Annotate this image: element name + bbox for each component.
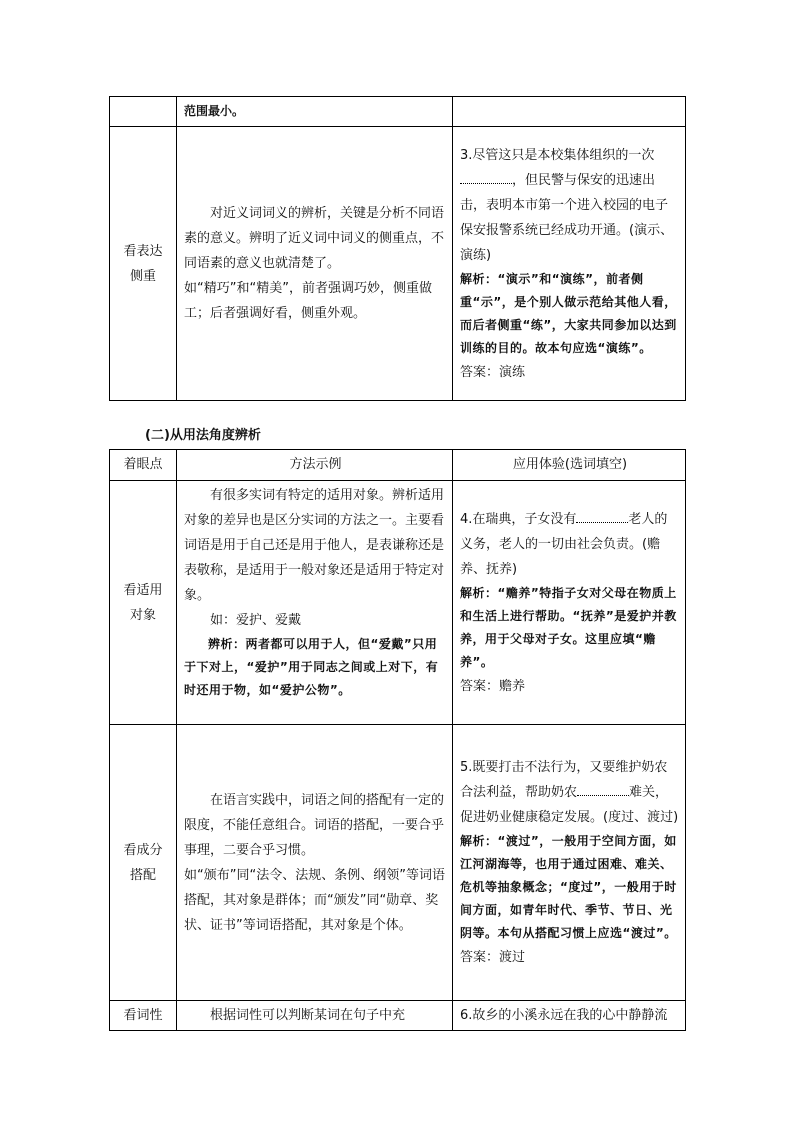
empty-cell [453, 97, 686, 127]
exercise-cell [453, 725, 686, 1001]
table-row [110, 1001, 686, 1031]
row-label: 看适用对象 [123, 582, 163, 623]
header-cell: 着眼点 [110, 450, 177, 481]
fill-blank [460, 171, 512, 184]
fill-blank [577, 783, 629, 796]
empty-cell [110, 97, 177, 127]
analysis-text: 解析：“渡过”，一般用于空间方面，如江河湖海等，也用于通过困难、难关、危机等抽象概念；“度过”，一般用于时间方面，如青年时代、季节、节日、光阴等。本句从搭配习惯上应选“渡过”。 [460, 834, 677, 940]
table-row [110, 481, 686, 725]
table-row [110, 97, 686, 127]
fill-blank [576, 510, 628, 523]
row-label: 看成分搭配 [123, 842, 163, 883]
method-text: 在语言实践中，词语之间的搭配有一定的限度，不能任意组合。词语的搭配，一要合乎事理，二要合乎习惯。 [184, 792, 445, 858]
analysis-text: 解析：“赡养”特指子女对父母在物质上和生活上进行帮助。“抚养”是爱护并教养，用于父母对子女。这里应填“赡养”。 [460, 585, 677, 669]
question-text-cont: ，但民警与保安的迅速出击，表明本市第一个进入校园的电子保安报警系统已经成功开通。(演示、演练) [460, 172, 674, 263]
row-label: 看词性 [123, 1008, 163, 1023]
method-text: 根据词性可以判断某词在句子中充 [210, 1008, 406, 1023]
method-example: 如：爱护、爱戴 [210, 613, 302, 628]
table-row [110, 127, 686, 401]
analysis-text: 解析：“演示”和“演练”，前者侧重“示”，是个别人做示范给其他人看，而后者侧重“练”，大家共同参加以达到训练的目的。故本句应选“演练”。 [460, 271, 677, 355]
table-cell [177, 97, 453, 127]
cell-text: 范围最小。 [184, 104, 245, 118]
row-label-cell [110, 1001, 177, 1031]
method-text: 有很多实词有特定的适用对象。辨析适用对象的差异也是区分实词的方法之一。主要看词语是用于自己还是用于他人，是表谦称还是表敬称，是适用于一般对象还是适用于特定对象。 [184, 488, 445, 603]
row-label: 看表达侧重 [123, 243, 163, 284]
exercise-cell [453, 127, 686, 401]
table-header-row [110, 450, 686, 481]
method-analysis: 辨析：两者都可以用于人，但“爱戴”只用于下对上，“爱护”用于同志之间或上对下，有时还用于物，如“爱护公物”。 [184, 637, 439, 697]
header-cell: 方法示例 [177, 450, 453, 481]
method-cell [177, 481, 453, 725]
row-label-cell [110, 725, 177, 1001]
answer-text: 答案：赡养 [460, 678, 526, 694]
method-example: 如“精巧”和“精美”，前者强调巧妙，侧重做工；后者强调好看，侧重外观。 [184, 281, 432, 321]
table-row [110, 725, 686, 1001]
question-text: 4.在瑞典，子女没有 [460, 511, 577, 527]
header-cell: 应用体验(选词填空) [453, 450, 686, 481]
table-word-meaning [109, 96, 686, 401]
answer-text: 答案：渡过 [460, 950, 526, 965]
method-example: 如“颁布”同“法令、法规、条例、纲领”等词语搭配，其对象是群体；而“颁发”同“勋章、奖状、证书”等词语搭配，其对象是个体。 [184, 867, 445, 933]
method-cell [177, 127, 453, 401]
question-text: 3.尽管这只是本校集体组织的一次 [460, 147, 655, 163]
method-cell [177, 1001, 453, 1031]
question-text: 5.既要打击不法行为，又要维护奶农合法利益，帮助奶农 [460, 760, 668, 800]
answer-text: 答案：演练 [460, 364, 526, 380]
row-label-cell [110, 481, 177, 725]
exercise-cell [453, 481, 686, 725]
question-text-cont: 老人的义务，老人的一切由社会负责。(赡养、抚养) [460, 511, 668, 577]
section-title: (二)从用法角度辨析 [145, 428, 261, 443]
exercise-cell [453, 1001, 686, 1031]
table-word-usage [109, 449, 686, 1031]
row-label-cell [110, 127, 177, 401]
question-text: 6.故乡的小溪永远在我的心中静静流 [460, 1008, 668, 1023]
method-text: 对近义词词义的辨析，关键是分析不同语素的意义。辨明了近义词中词义的侧重点，不同语素的意义也就清楚了。 [184, 206, 445, 271]
method-cell [177, 725, 453, 1001]
question-text-cont: 难关，促进奶业健康稳定发展。(度过、渡过) [460, 785, 679, 825]
